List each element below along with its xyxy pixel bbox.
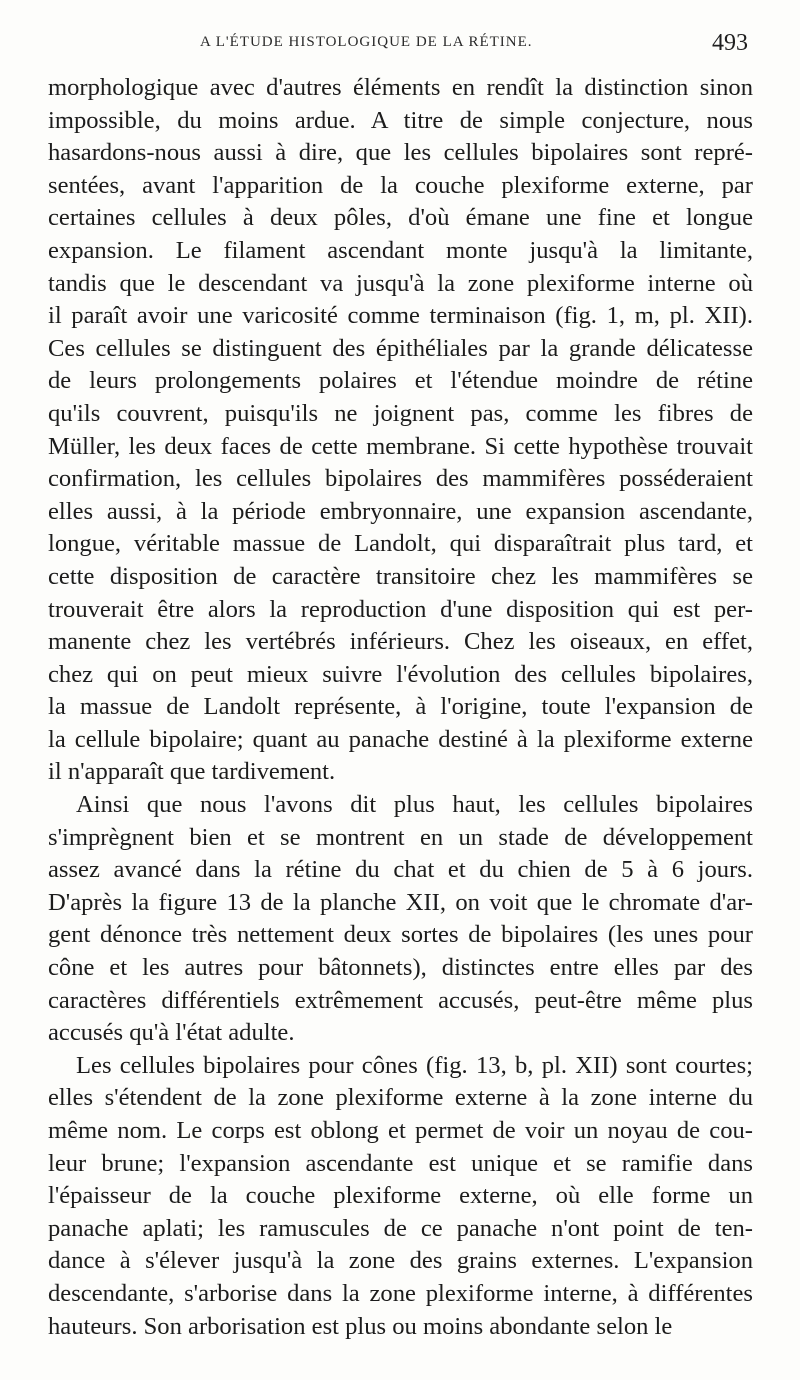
text-line: même nom. Le corps est oblong et permet de voir un noyau de cou-: [48, 1117, 753, 1144]
text-line: hauteurs. Son arborisation est plus ou moins abondante selon le: [48, 1312, 673, 1340]
text-line: tandis que le descendant va jusqu'à la zone plexiforme interne où: [48, 269, 753, 297]
page-number: 493: [712, 30, 748, 56]
text-line: sentées, avant l'apparition de la couche plexiforme externe, par: [48, 171, 753, 199]
paragraph-1: [48, 72, 753, 789]
text-line: s'imprègnent bien et se montrent en un stade de développement: [48, 823, 753, 851]
text-line: il paraît avoir une varicosité comme terminaison (fig. 1, m, pl. XII).: [48, 302, 753, 330]
text-line: dance à s'élever jusqu'à la zone des grains externes. L'expansion: [48, 1247, 753, 1275]
body-text: [48, 72, 753, 1343]
text-line: caractères différentiels extrêmement accusés, peut-être même plus: [48, 986, 753, 1014]
text-line: assez avancé dans la rétine du chat et du chien de 5 à 6 jours.: [48, 856, 753, 884]
text-line: hasardons-nous aussi à dire, que les cellules bipolaires sont repré-: [48, 139, 753, 167]
text-line: la cellule bipolaire; quant au panache destiné à la plexiforme externe: [48, 725, 753, 753]
text-line: confirmation, les cellules bipolaires des mammifères posséderaient: [48, 465, 753, 493]
text-line: trouverait être alors la reproduction d'une disposition qui est per-: [48, 595, 753, 623]
text-line: la massue de Landolt représente, à l'origine, toute l'expansion de: [48, 693, 753, 721]
text-line: qu'ils couvrent, puisqu'ils ne joignent pas, comme les fibres de: [48, 399, 753, 427]
running-head: A L'ÉTUDE HISTOLOGIQUE DE LA RÉTINE.: [200, 34, 533, 50]
text-line: de leurs prolongements polaires et l'étendue moindre de rétine: [48, 367, 753, 395]
text-line: chez qui on peut mieux suivre l'évolution des cellules bipolaires,: [48, 660, 753, 688]
text-line: Müller, les deux faces de cette membrane. Si cette hypothèse trouvait: [48, 432, 753, 460]
text-line: leur brune; l'expansion ascendante est unique et se ramifie dans: [48, 1149, 753, 1177]
text-line: certaines cellules à deux pôles, d'où émane une fine et longue: [48, 204, 753, 232]
text-line: l'épaisseur de la couche plexiforme externe, où elle forme un: [48, 1182, 753, 1210]
paragraph-3: [48, 1050, 753, 1343]
text-line: descendante, s'arborise dans la zone plexiforme interne, à différentes: [48, 1279, 753, 1307]
text-line: accusés qu'à l'état adulte.: [48, 1019, 295, 1047]
text-line: cône et les autres pour bâtonnets), distinctes entre elles par des: [48, 954, 753, 982]
text-line: Ainsi que nous l'avons dit plus haut, les cellules bipolaires: [76, 791, 753, 819]
text-line: elles s'étendent de la zone plexiforme externe à la zone interne du: [48, 1084, 753, 1112]
text-line: elles aussi, à la période embryonnaire, une expansion ascendante,: [48, 497, 753, 525]
text-line: gent dénonce très nettement deux sortes de bipolaires (les unes pour: [48, 921, 753, 949]
text-line: expansion. Le filament ascendant monte jusqu'à la limitante,: [48, 236, 753, 264]
text-line: Ces cellules se distinguent des épithéliales par la grande délicatesse: [48, 334, 753, 362]
text-line: Les cellules bipolaires pour cônes (fig. 13, b, pl. XII) sont courtes;: [76, 1051, 753, 1079]
text-line: longue, véritable massue de Landolt, qui disparaîtrait plus tard, et: [48, 530, 753, 558]
text-line: manente chez les vertébrés inférieurs. Chez les oiseaux, en effet,: [48, 628, 753, 656]
text-line: panache aplati; les ramuscules de ce panache n'ont point de ten-: [48, 1214, 753, 1242]
text-line: il n'apparaît que tardivement.: [48, 758, 336, 786]
paragraph-2: [48, 789, 753, 1050]
text-line: impossible, du moins ardue. A titre de simple conjecture, nous: [48, 106, 753, 134]
text-line: D'après la figure 13 de la planche XII, on voit que le chromate d'ar-: [48, 888, 753, 916]
text-line: cette disposition de caractère transitoire chez les mammifères se: [48, 562, 753, 590]
text-line: morphologique avec d'autres éléments en rendît la distinction sinon: [48, 74, 753, 101]
